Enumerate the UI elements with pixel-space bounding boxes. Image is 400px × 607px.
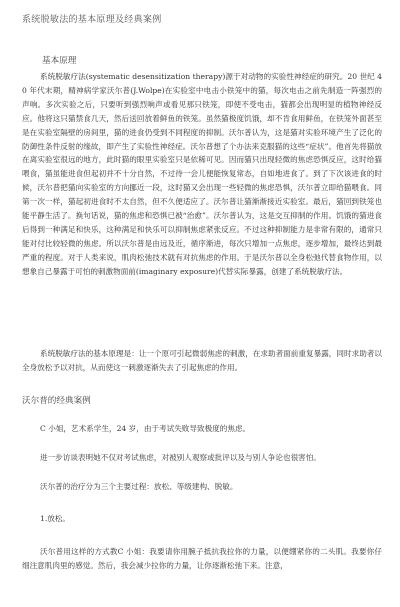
paragraph-principle: 系统脱敏疗法的基本原理是：让一个原可引起微弱焦虑的刺激，在求助者面前重复暴露，同时求助者以全身放松予以对抗，从而使这一刺激逐渐失去了引起焦虑的作用。	[22, 349, 382, 372]
paragraph-relax-instructions: 沃尔普用这样的方式教C 小姐：我要请你用腕子抵抗我拉你的力量，以便绷紧你的二头肌。我要你仔细注意肌肉里的感觉。然后，我会减少拉你的力量，让你逐渐松弛下来。注意，	[22, 547, 382, 570]
paragraph-step-relax: 1.放松。	[40, 514, 71, 523]
document-title: 系统脱敏法的基本原理及经典案例	[22, 15, 162, 25]
paragraph-case-interview: 进一步访谈表明她不仅对考试焦虑，对被别人观察或批评以及与别人争论也很害怕。	[40, 453, 321, 462]
paragraph-case-process: 沃尔普的治疗分为三个主要过程：放松、等级建构、脱敏。	[40, 482, 238, 491]
paragraph-case-intro: C 小姐，艺术系学生，24 岁，由于考试失败导致极度的焦虑。	[40, 424, 251, 433]
section-heading-basic: 基本原理	[42, 56, 77, 66]
paragraph-history: 系统脱敏疗法(systematic desensitization therapy)源于对动物的实验性神经症的研究。20 世纪 40 年代末期，精神病学家沃尔普(J.Wolpe)在实验室中电击小铁笼中的猫，每次电击之前先制造一阵强烈的声响。多次实验之后，只要听到强烈响声或看见那只铁笼，即使不受电击，猫都会出现明显的植物神经反应。他将这只猫禁食几天，然后送回放着鲜鱼的铁笼。虽然猫极度饥饿，却不肯食用鲜鱼，在铁笼外面甚至是在实验室隔壁的房间里，猫的进食仍受到不同程度的抑制。沃尔普认为，这是猫对实验环境产生了泛化的防御性条件反射的缘故，即产生了实验性神经症。沃尔普想了个办法来克服猫的这些“症状”。他首先将猫放在离实验室很远的地方，此时猫的眼里实验室只是依稀可见。因而猫只出现轻微的焦虑恐惧反应，这时给猫喂食，猫虽能进食但起初并不十分自然，不过待一会儿便能恢复常态，自如地进食了。到了下次该进食的时候，沃尔普把猫向实验室的方向挪近一段，这时猫又会出现一些轻微的焦虑恐惧，沃尔普立即给猫喂食。同第一次一样，猫起初进食时不太自然，但不久便适应了。沃尔普让猫渐渐接近实验室。最后，猫回到铁笼也能平静生活了。换句话说，猫的焦虑和恐惧已被“治愈”。沃尔普认为，这是交互抑制的作用。饥饿的猫进食后得到一种满足和快乐，这种满足和快乐可以抑制焦虑紧张反应。不过这种抑制能力是非常有限的，通常只能对付比较轻微的焦虑。所以沃尔普是由远及近，循序渐进，每次只增加一点焦虑，逐步增加，最终达到最严重的程度。对于人类来说，肌肉松弛技术就有对抗焦虑的作用。于是沃尔普以全身松弛代替食物作用，以想象自己暴露于可怕的刺激物面前(imaginary exposure)代替实际暴露，创建了系统脱敏疗法。	[22, 72, 382, 276]
section-heading-case: 沃尔普的经典案例	[22, 396, 91, 406]
